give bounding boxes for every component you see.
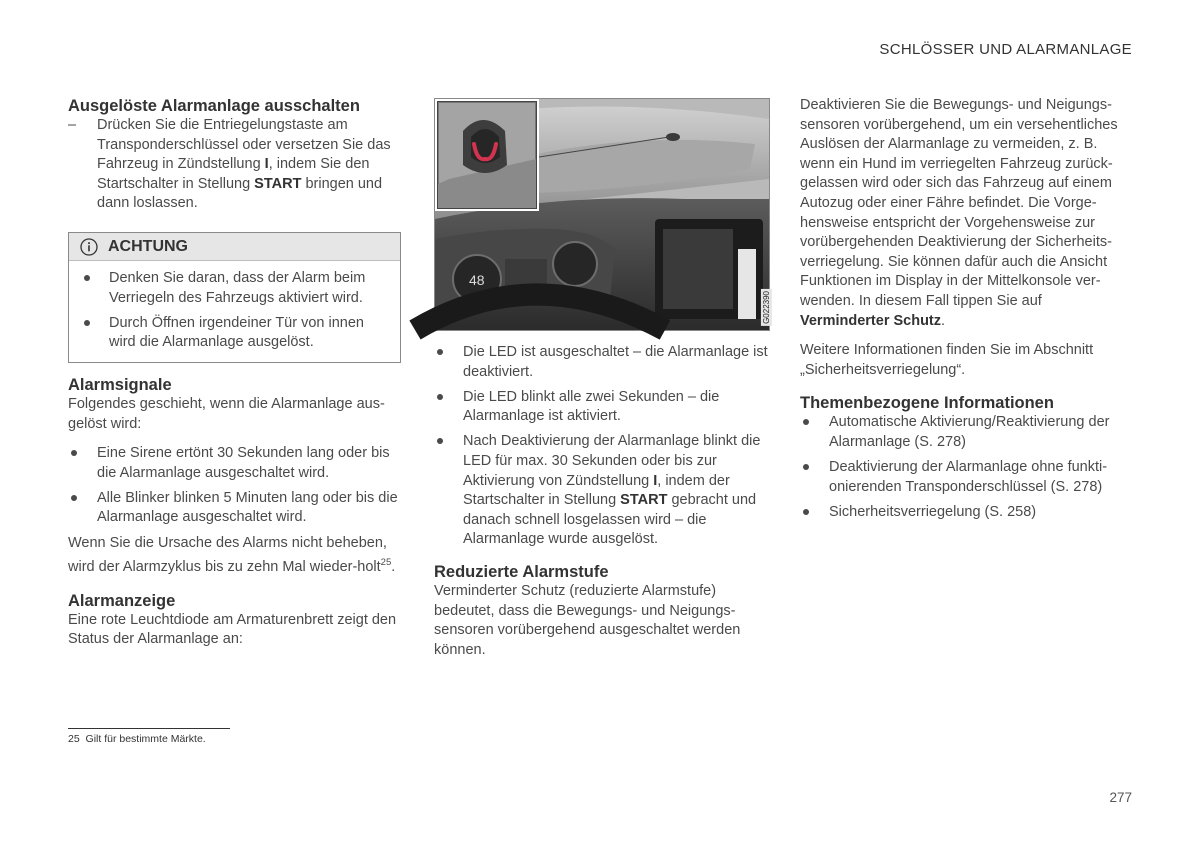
step-text-1: Drücken Sie die Entriegelungstaste am Transponderschlüssel oder versetzen Sie das Fahrzeug in Zündstellung <box>97 117 391 173</box>
sensor-end: . <box>941 312 946 329</box>
reduced-alarm-paragraph: Verminderter Schutz (reduzierte Alarmstufe) bedeutet, dass die Bewegungs- und Neigungs-sensoren vorübergehend ausgeschaltet werden können. <box>434 582 741 658</box>
heading-alarm-indicator: Alarmanzeige <box>68 591 176 610</box>
more-info-paragraph: Weitere Informationen finden Sie im Abschnitt „Sicherheitsverriegelung“. <box>800 342 1094 378</box>
related-link-text[interactable]: Automatische Aktivierung/Reaktivierung der Alarmanlage (S. 278) <box>829 414 1110 450</box>
led-item <box>434 388 768 427</box>
section-header: SCHLÖSSER UND ALARMANLAGE <box>879 41 1132 58</box>
cycle-text: Wenn Sie die Ursache des Alarms nicht beheben, wird der Alarmzyklus bis zu zehn Mal wieder-holt <box>68 534 387 575</box>
bullet-dot <box>803 464 809 470</box>
sensor-text: Deaktivieren Sie die Bewegungs- und Neigungs-sensoren vorübergehend, um ein versehentliches Auslösen der Alarmanlage zu vermeiden, z. B. wenn ein Hund im verriegelten Fahrzeug zurück-gelassen wird oder sich das Fahrzeug auf einem Autozug oder einer Fähre befindet. Die Vorge-hensweise entspricht der Vorgehensweise zur vorübergehenden Deaktivierung der Sicherheits-verriegelung. Sie können dafür auch die Ansicht Funktionen im Display in der Mittelkonsole ver-wenden. In diesem Fall tippen Sie auf <box>800 97 1118 309</box>
bullet-dot <box>71 450 77 456</box>
cycle-end: . <box>391 558 396 575</box>
svg-text:48: 48 <box>469 272 485 288</box>
page-number: 277 <box>1109 790 1132 805</box>
alarm-cycle-paragraph <box>68 534 402 578</box>
sensor-paragraph <box>800 96 1134 331</box>
bullet-dot <box>84 275 90 281</box>
led-item <box>434 432 768 550</box>
related-link[interactable] <box>800 503 1134 523</box>
heading-related-info: Themenbezogene Informationen <box>800 394 1054 413</box>
signals-intro: Folgendes geschieht, wenn die Alarmanlage aus-gelöst wird: <box>68 396 385 432</box>
related-link-text[interactable]: Sicherheitsverriegelung (S. 258) <box>829 503 1037 520</box>
led-item-text: Die LED blinkt alle zwei Sekunden – die Alarmanlage ist aktiviert. <box>463 388 720 425</box>
bullet-dot <box>803 509 809 515</box>
heading-reduced-alarm: Reduzierte Alarmstufe <box>434 562 609 581</box>
heading-alarm-signals: Alarmsignale <box>68 376 172 394</box>
step-bold-ignition: I <box>264 156 269 173</box>
bullet-dot <box>803 419 809 425</box>
figure-code: G022390 <box>762 291 771 324</box>
warning-box <box>68 232 401 363</box>
warning-list <box>69 261 400 362</box>
step-text-2: , indem Sie den Startschalter in Stellung <box>97 156 370 192</box>
dashboard-led-illustration <box>434 98 770 331</box>
signal-item <box>68 489 402 528</box>
signals-list <box>68 444 402 528</box>
column-middle <box>434 343 768 660</box>
led3-text-e: gebracht und danach schnell losgelassen wird – die Alarmanlage wurde ausgelöst. <box>463 492 757 548</box>
footnote-ref[interactable]: 25 <box>380 557 392 569</box>
led3-bold-start: START <box>620 492 668 509</box>
signal-text: Eine Sirene ertönt 30 Sekunden lang oder bis die Alarmanlage ausgeschaltet wird. <box>97 445 390 481</box>
column-left <box>68 96 402 214</box>
warning-item-text: Durch Öffnen irgendeiner Tür von innen wird die Alarmanlage ausgelöst. <box>109 314 364 351</box>
led-status-list <box>434 343 768 550</box>
indicator-paragraph: Eine rote Leuchtdiode am Armaturenbrett zeigt den Status der Alarmanlage an: <box>68 611 397 648</box>
reduced-protection-term: Verminderter Schutz <box>800 312 942 329</box>
dashboard-drawing <box>435 99 769 330</box>
led3-bold-ignition: I <box>653 472 658 489</box>
column-right <box>800 96 1134 528</box>
warning-item-text: Denken Sie daran, dass der Alarm beim Verriegeln des Fahrzeugs aktiviert wird. <box>109 270 366 306</box>
step-item <box>68 116 402 214</box>
step-bold-start: START <box>254 175 302 192</box>
bullet-dot <box>84 320 90 326</box>
warning-header <box>69 233 400 261</box>
footnote-rule <box>68 728 230 729</box>
led3-text-c: , indem der Startschalter in Stellung <box>463 472 730 509</box>
heading-disable-alarm: Ausgelöste Alarmanlage ausschalten <box>68 97 360 115</box>
bullet-dot <box>437 438 443 444</box>
footnote-number: 25 <box>68 733 80 745</box>
info-circle-icon <box>80 238 98 256</box>
related-link[interactable] <box>800 413 1134 452</box>
dash-mark: – <box>68 117 77 133</box>
footnote <box>68 733 206 745</box>
warning-title: ACHTUNG <box>108 237 188 255</box>
footnote-text: Gilt für bestimmte Märkte. <box>85 733 206 745</box>
related-link[interactable] <box>800 458 1134 497</box>
bullet-dot <box>437 394 443 400</box>
column-left-lower <box>68 375 402 650</box>
led3-text-a: Nach Deaktivierung der Alarmanlage blinkt die LED für max. 30 Sekunden oder bis zur Aktivierung von Zündstellung <box>463 433 761 489</box>
led-item-text: Die LED ist ausgeschaltet – die Alarmanlage ist deaktiviert. <box>463 344 768 380</box>
bullet-dot <box>71 495 77 501</box>
led-item <box>434 343 768 382</box>
related-link-text[interactable]: Deaktivierung der Alarmanlage ohne funkti-onierenden Transponderschlüssel (S. 278) <box>829 459 1108 495</box>
signal-item <box>68 444 402 483</box>
step-text-3: bringen und dann loslassen. <box>97 175 383 212</box>
signal-text: Alle Blinker blinken 5 Minuten lang oder bis die Alarmanlage ausgeschaltet wird. <box>97 489 398 526</box>
warning-item <box>81 269 390 308</box>
warning-item <box>81 314 390 353</box>
bullet-dot <box>437 349 443 355</box>
related-links-list <box>800 413 1134 522</box>
